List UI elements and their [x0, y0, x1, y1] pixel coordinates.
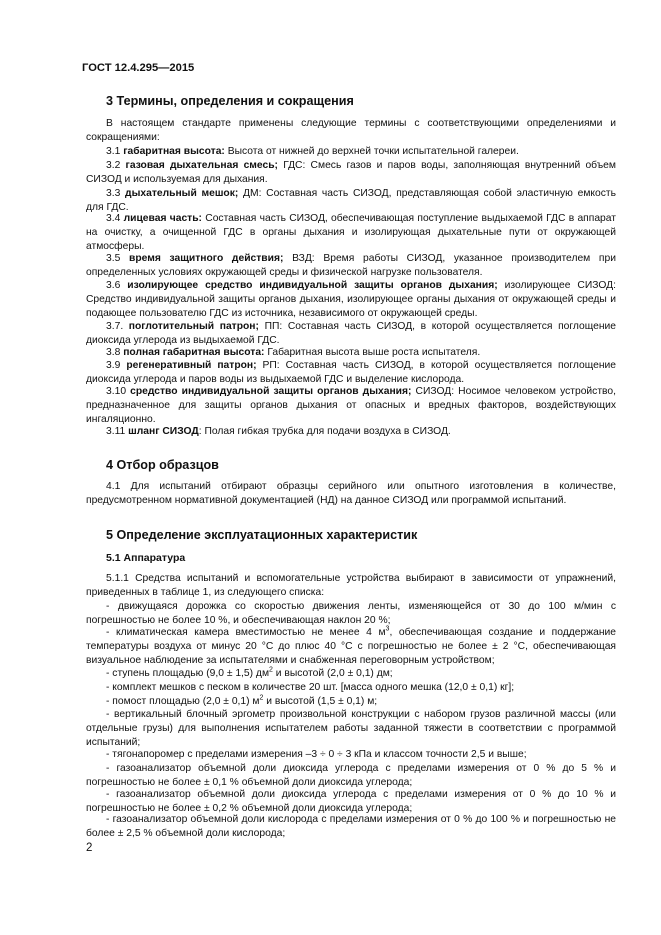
list-item-platform: - помост площадью (2,0 ± 0,1) $м^2$ и высотой (1,5 ± 0,1) м; — [106, 694, 378, 707]
term-3-2: 3.2 газовая дыхательная смесь; ГДС: Смесь газов и паров воды, заполняющая внутренний объем СИЗОД и используемая для дыхания. — [86, 160, 616, 186]
list-item-o2-analyzer: - газоанализатор объемной доли кислорода с пределами измерения от 0 % до 100 % и погрешностью не более ± 2,5 % объемной доли кислорода; — [86, 814, 616, 840]
page-number: 2 — [86, 842, 93, 854]
term-name: средство индивидуальной защиты органов дыхания; — [130, 386, 412, 397]
term-name: изолирующее средство индивидуальной защиты органов дыхания; — [127, 280, 498, 291]
term-name: время защитного действия; — [129, 253, 284, 264]
term-3-4: 3.4 лицевая часть: Составная часть СИЗОД, обеспечивающая поступление выдыхаемой ГДС в аппарат на очистку, а очищенной ГДС в органы дыхания и изолирующая дыхательные пути от окружающей атмосферы. — [86, 213, 616, 253]
section-3-intro: В настоящем стандарте применены следующие термины с соответствующими определениями и сокращениями: — [86, 118, 616, 144]
list-item-co2-analyzer-10: - газоанализатор объемной доли диоксида углерода с пределами измерения от 0 % до 10 % и погрешностью не более ± 0,2 % объемной доли диоксида углерода; — [86, 789, 616, 815]
term-name: регенеративный патрон; — [126, 360, 257, 371]
term-3-9: 3.9 регенеративный патрон; РП: Составная часть СИЗОД, в которой осуществляется поглощение диоксида углерода и паров воды из выдыхаемой ГДС и выделение кислорода. — [86, 360, 616, 386]
list-item-climate-chamber: - климатическая камера вместимостью не менее 4 $м^3$, обеспечивающая создание и поддержание температуры воздуха от минус 20 °С до плюс 40 °С с погрешностью не более ± 2 °С, обеспечивающая визуальное наблюдение за испытателями и снабженная переговорным устройством; — [86, 625, 616, 667]
term-name: габаритная высота: — [123, 146, 225, 157]
term-3-7: 3.7. поглотительный патрон; ПП: Составная часть СИЗОД, в которой осуществляется поглощение диоксида углерода из выдыхаемой ГДС. — [86, 321, 616, 347]
term-3-6: 3.6 изолирующее средство индивидуальной защиты органов дыхания; изолирующее СИЗОД: Средство индивидуальной защиты органов дыхания, изолирующее органы дыхания от окружающей среды и подающее пользователю ГДС из источника, независимого от окружающей среды. — [86, 280, 616, 320]
term-3-10: 3.10 средство индивидуальной защиты органов дыхания; СИЗОД: Носимое человеком устройство, предназначенное для защиты органов дыхания от опасных и вредных факторов, воздействующих ингаляционно. — [86, 386, 616, 426]
section-4-title: 4 Отбор образцов — [106, 458, 219, 472]
subsection-5-1-title: 5.1 Аппаратура — [106, 552, 186, 564]
term-3-3: 3.3 дыхательный мешок; ДМ: Составная часть СИЗОД, представляющая собой эластичную емкость для ГДС. — [86, 188, 616, 214]
term-3-1: 3.1 габаритная высота: Высота от нижней до верхней точки испытательной галереи. — [106, 146, 519, 157]
term-3-5: 3.5 время защитного действия; ВЗД: Время работы СИЗОД, указанное производителем при определенных условиях окружающей среды и физической нагрузке пользователя. — [86, 253, 616, 279]
term-name: полная габаритная высота: — [123, 347, 265, 358]
term-3-11: 3.11 шланг СИЗОД: Полая гибкая трубка для подачи воздуха в СИЗОД. — [106, 426, 451, 437]
list-item-co2-analyzer-5: - газоанализатор объемной доли диоксида углерода с пределами измерения от 0 % до 5 % и погрешностью не более ± 0,1 % объемной доли диоксида углерода; — [86, 763, 616, 789]
term-name: поглотительный патрон; — [128, 321, 259, 332]
section-5-1-1-intro: 5.1.1 Средства испытаний и вспомогательные устройства выбирают в зависимости от упражнений, приведенных в таблице 1, из следующего списка: — [86, 573, 616, 599]
term-3-8: 3.8 полная габаритная высота: Габаритная высота выше роста испытателя. — [106, 347, 481, 358]
list-item-step: - ступень площадью (9,0 ± 1,5) $дм^2$ и высотой (2,0 ± 0,1) дм; — [106, 666, 393, 679]
list-item-treadmill: - движущаяся дорожка со скоростью движения ленты, изменяющейся от 30 до 100 м/мин с погрешностью не более 10 %, и обеспечивающая наклон 20 %; — [86, 601, 616, 627]
term-name: дыхательный мешок; — [125, 188, 239, 199]
standard-code-header: ГОСТ 12.4.295—2015 — [82, 62, 195, 74]
term-name: лицевая часть: — [123, 213, 202, 224]
list-item-sand-bags: - комплект мешков с песком в количестве 20 шт. [масса одного мешка (12,0 ± 0,1) кг]; — [106, 682, 515, 693]
list-item-draft-gauge: - тягонапоромер с пределами измерения –3 ÷ 0 ÷ 3 кПа и классом точности 2,5 и выше; — [106, 749, 527, 760]
term-name: газовая дыхательная смесь; — [125, 160, 278, 171]
section-5-title: 5 Определение эксплуатационных характеристик — [106, 528, 418, 542]
list-item-ergometer: - вертикальный блочный эргометр произвольной конструкции с набором грузов различной массы (или отдельные грузы) для выполнения испытателем работы заданной тяжести в соответствии с программой испытаний; — [86, 709, 616, 749]
term-name: шланг СИЗОД — [128, 426, 199, 437]
section-4-text: 4.1 Для испытаний отбирают образцы серийного или опытного изготовления в количестве, предусмотренном нормативной документацией (НД) на данное СИЗОД или программой испытаний. — [86, 481, 616, 507]
section-3-title: 3 Термины, определения и сокращения — [106, 94, 354, 108]
